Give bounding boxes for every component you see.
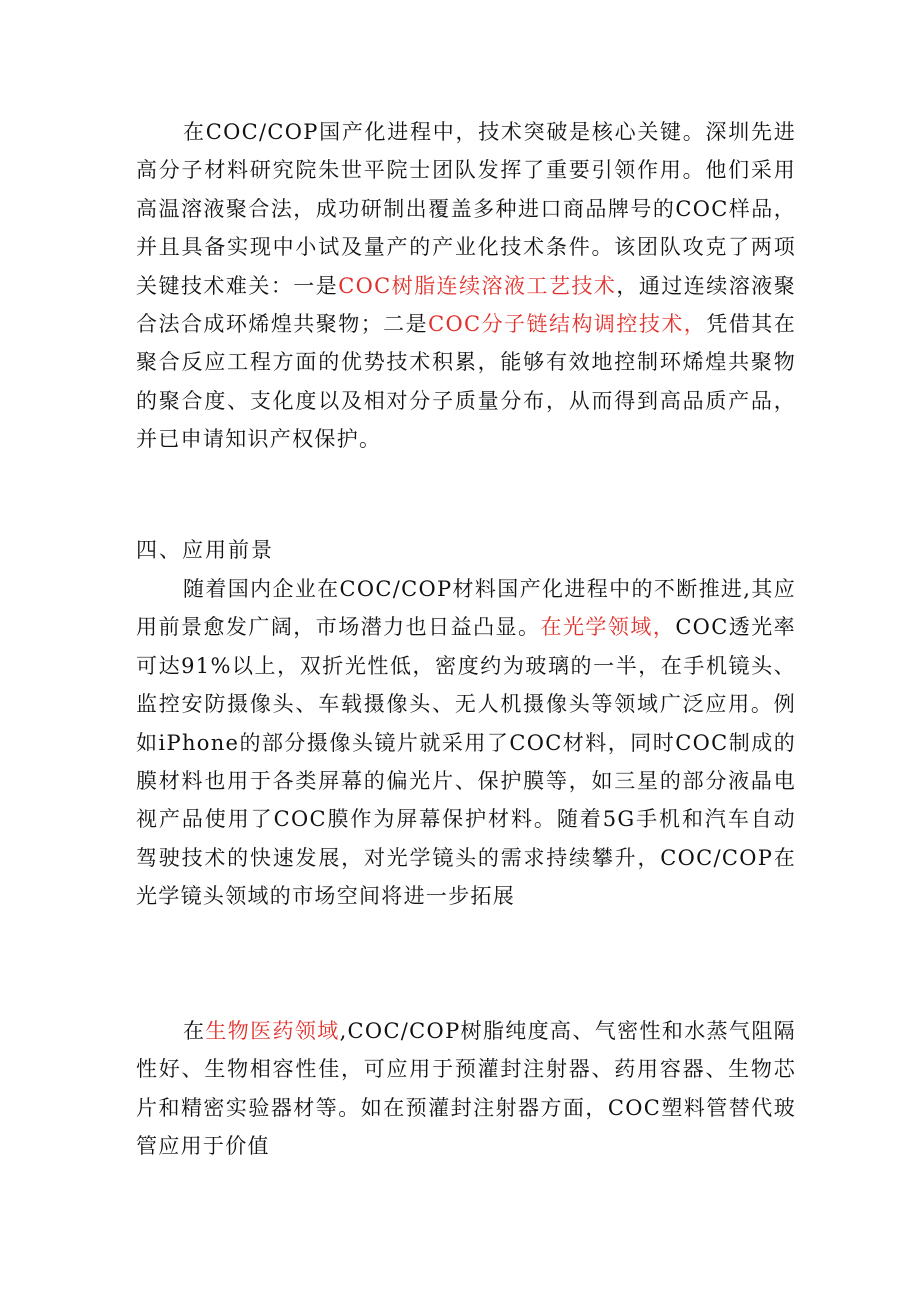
section-heading-application-prospects: 四、应用前景 xyxy=(136,538,274,562)
paragraph-optical-field xyxy=(136,570,796,916)
paragraph-text: ,COC/COP树脂纯度高、气密性和水蒸气阻隔性好、生物相容性佳，可应用于预灌封注射器、药用容器、生物芯片和精密实验器材等。如在预灌封注射器方面，COC塑料管替代玻管应用于价值 xyxy=(136,1019,796,1159)
highlight-molecular-chain-control: COC分子链结构调控技术， xyxy=(428,312,707,337)
paragraph-text: COC透光率可达91%以上，双折光性低，密度约为玻璃的一半，在手机镜头、监控安防摄像头、车载摄像头、无人机摄像头等领域广泛应用。例如iPhone的部分摄像头镜片就采用了COC材料，同时COC制成的膜材料也用于各类屏幕的偏光片、保护膜等，如三星的部分液晶电视产品使用了COC膜作为屏幕保护材料。随着5G手机和汽车自动驾驶技术的快速发展，对光学镜头的需求持续攀升，COC/COP在光学镜头领域的市场空间将进一步拓展 xyxy=(136,615,796,909)
paragraph-text: 在COC/COP国产化进程中，技术突破是核心关键。深圳先进高分子材料研究院朱世平院士团队发挥了重要引领作用。他们采用高温溶液聚合法，成功研制出覆盖多种进口商品牌号的COC样品，并且具备实现中小试及量产的产业化技术条件。该团队攻克了两项关键技术难关：一是 xyxy=(136,120,796,298)
paragraph-technology-breakthrough xyxy=(136,113,796,459)
paragraph-text: 随着国内企业在COC/COP材料国产化进程中的不断推进,其应用前景愈发广阔，市场潜力也日益凸显。 xyxy=(136,577,796,640)
paragraph-text: 在 xyxy=(183,1019,206,1043)
paragraph-biomedical-field xyxy=(136,1012,796,1166)
highlight-optical-field: 在光学领域， xyxy=(540,615,676,640)
paragraph-text: 凭借其在聚合反应工程方面的优势技术积累，能够有效地控制环烯煌共聚物的聚合度、支化度以及相对分子质量分布，从而得到高品质产品，并已申请知识产权保护。 xyxy=(136,312,796,452)
highlight-biomedical-field: 生物医药领域 xyxy=(205,1019,340,1043)
highlight-continuous-solution-process: COC树脂连续溶液工艺技术 xyxy=(338,273,617,298)
paragraph-text: ，通过连续溶液聚合法合成环烯煌共聚物；二是 xyxy=(136,273,796,337)
